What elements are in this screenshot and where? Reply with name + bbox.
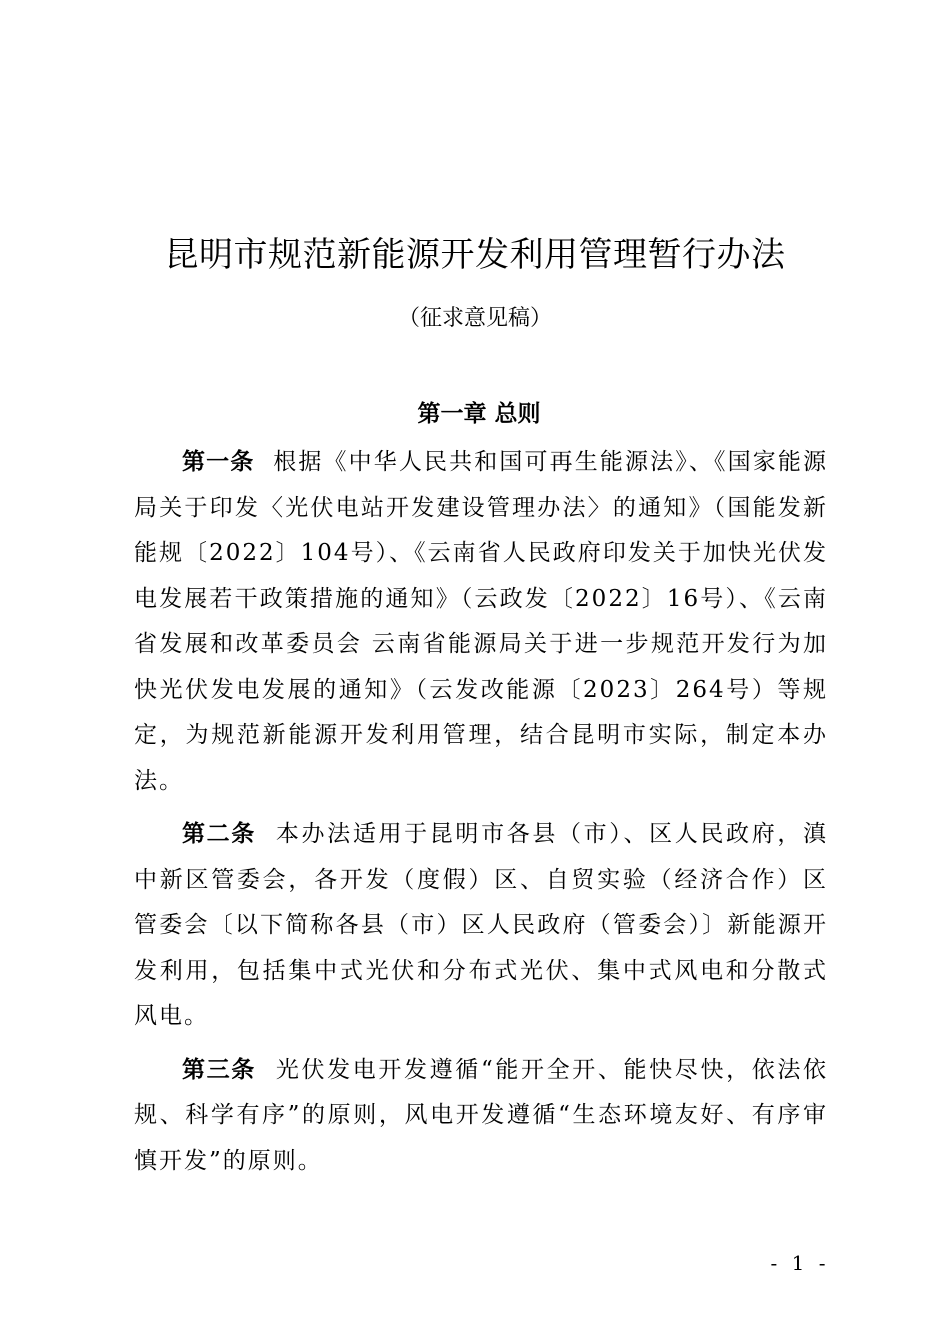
chapter-heading: 第一章 总则 — [417, 401, 541, 427]
article-label: 第二条 — [182, 821, 256, 847]
document-title: 昆明市规范新能源开发利用管理暂行办法 — [164, 235, 786, 275]
article-2 — [134, 812, 828, 1040]
article-label: 第三条 — [182, 1056, 256, 1083]
article-text: 根据《中华人民共和国可再生能源法》、《国家能源局关于印发〈光伏电站开发建设管理办法〉的通知》（国能发新能规〔2022〕104号）、《云南省人民政府印发关于加快光伏发电发展若干政策措施的通知》（云政发〔2022〕16号）、《云南省发展和改革委员会 云南省能源局关于进一步规范开发行为加快光伏发电发展的通知》（云发改能源〔2023〕264号）等规定，为规范新能源开发利用管理，结合昆明市实际，制定本办法。 — [134, 449, 828, 794]
article-1 — [134, 440, 828, 804]
article-3 — [134, 1048, 828, 1185]
article-label: 第一条 — [182, 449, 255, 475]
document-body — [134, 440, 828, 1192]
article-text: 光伏发电开发遵循“能开全开、能快尽快，依法依规、科学有序”的原则，风电开发遵循“生态环境友好、有序审慎开发”的原则。 — [134, 1056, 829, 1174]
document-subtitle: （征求意见稿） — [397, 306, 552, 331]
page-number: - 1 - — [770, 1251, 830, 1275]
article-text: 本办法适用于昆明市各县（市）、区人民政府，滇中新区管委会，各开发（度假）区、自贸实验（经济合作）区管委会〔以下简称各县（市）区人民政府（管委会）〕新能源开发利用，包括集中式光伏和分布式光伏、集中式风电和分散式风电。 — [134, 821, 829, 1029]
